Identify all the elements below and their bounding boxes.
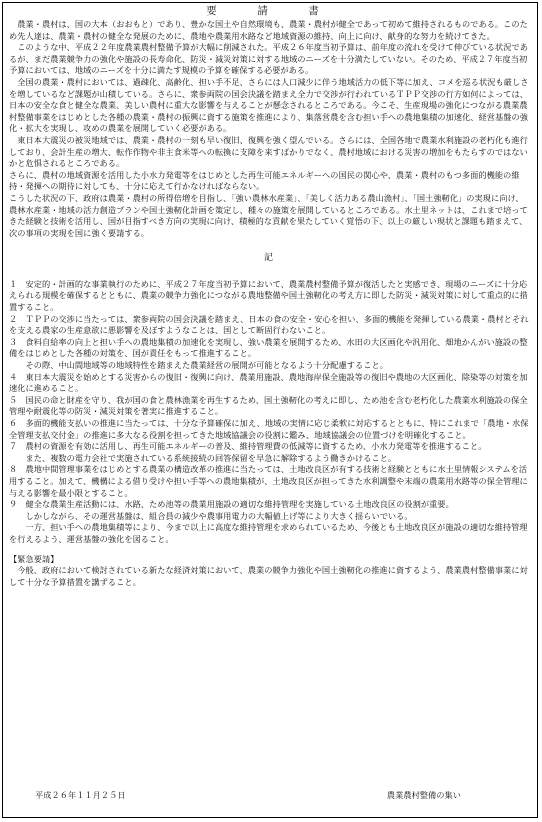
request-item-7-note: また、複数の電力会社で実施されている系統接続の回答保留を早急に解除するよう働きかけること。 <box>9 452 397 463</box>
request-item-1: １ 安定的・計画的な事業執行のために、平成２７年度当初予算において、農業農村整備予算が復活したと実感でき、現場のニーズに十分応えられる規模を確保するとともに、農業の競争力強化につながる農地整備や国土強靭化の考え方に即した防災・減災対策に対して重点的に措置すること。 <box>9 278 528 313</box>
signature-row <box>9 790 531 802</box>
intro-paragraph-6: こうした状況の下、政府は農業・農村の所得倍増を目指し、「強い農林水産業」、「美しく活力ある農山漁村」、「国土強靭化」の実現に向け、農林水産業・地域の活力創造プランや国土強靭化計画を策定し、種々の施策を展開しているところである。水土里ネットは、これまで培ってきた経験と技術を活用し、国が目指すべき方向の実現に向け、積極的な貢献を果たしていく覚悟の下、以上の厳しい現状と課題も踏まえて、次の事項の実現を国に強く要請する。 <box>9 192 528 238</box>
intro-paragraph-4: 東日本大震災の被災地域では、農業・農村の一刻も早い復旧、復興を強く望んでいる。さらには、全国各地で農業水利施設の老朽化も進行しており、会計生産の増大、転作作物や非主食米等への転換に支障を来すばかりでなく、農村地域における災害の増加をもたらすのではないかと危惧されるところである。 <box>9 134 528 169</box>
organization-name: 農業農村整備の集い <box>386 790 461 800</box>
spacer <box>9 265 531 279</box>
intro-paragraph-5: さらに、農村の地域資源を活用した小水力発電等をはじめとした再生可能エネルギーへの国民の関心や、農業・農村のもつ多面的機能の維持・発揮への期待に対しても、十分に応えて行かなければならない。 <box>9 169 520 192</box>
document-title: 要 請 書 <box>206 5 334 17</box>
request-item-6: ６ 多面的機能支払いの推進に当たっては、十分な予算確保に加え、地域の実情に応じ柔軟に対応するとともに、特にこれまで「農地・水保全管理支払交付金」の推進に多大なる役割を担ってきた地域協議会の役割に鑑み、地域協議会の位置づけを明確化すること。 <box>9 418 529 440</box>
request-item-3-note: その際、中山間地域等の地域特性を踏まえた農業経営の展開が可能となるよう十分配慮すること。 <box>9 360 388 371</box>
request-items <box>9 279 531 546</box>
document-date: 平成２６年１１月２５日 <box>35 790 126 800</box>
request-item-9-note-1: しかしながら、その運営基盤は、組合員の減少や農事用電力の大幅値上げ等により大きく揺らいでいる。 <box>9 510 413 521</box>
request-document <box>2 2 538 818</box>
intro-paragraph-3: 全国の農業・農村においては、過疎化、高齢化、担い手不足、さらには人口減少に伴う地域活力の低下等に加え、コメを巡る状況も厳しさを増しているなど課題が山積している。さらに、衆参両院の国会決議を踏まえ全力で交渉が行われているＴＰＰ交渉の行方如何によっては、日本の安全な食と健全な農業、美しい農村に重大な影響を与えることが懸念されるところである。今こそ、生産現場の強化につながる農業農村整備事業をはじめとした各種の農業・農村の振興に資する施策を推進により、集落営農を含む担い手への農地集積の加速化、経営基盤の強化・拡大を実現し、攻めの農業を展開していく必要がある。 <box>9 76 529 134</box>
request-item-3: ３ 食料自給率の向上と担い手への農地集積の加速化を実現し、強い農業を展開するため、水田の大区画化や汎用化、畑地かんがい施設の整備をはじめとした各種の対策を、国が責任をもって推進すること。 <box>9 336 528 359</box>
request-item-8: ８ 農地中間管理事業をはじめとする農業の構造改革の推進に当たっては、土地改良区が有する技術と経験とともに水土里情報システムを活用すること。加えて、機構による借り受けや担い手等への農地集積が、土地改良区が担ってきた水利調整や末端の農業用水路等の保全管理に与える影響を最小限とすること。 <box>9 464 528 498</box>
urgent-request-label: 【緊急要請】 <box>9 553 59 564</box>
request-item-2: ２ ＴＰＰの交渉に当たっては、衆参両院の国会決議を踏まえ、日本の食の安全・安心を担い、多面的機能を発揮している農業・農村とそれを支える農家の生産意欲に悪影響を及ぼすようなことは、国として断固行わないこと。 <box>9 313 529 336</box>
intro-paragraph-2: このような中、平成２２年度農業農村整備予算が大幅に削減された。平成２６年度当初予算は、前年度の流れを受けて伸びている状況であるが、まだ農業競争力の強化や施設の長寿命化、防災・減災対策に対する地域のニーズを十分満たしていない。そのため、平成２７年度当初予算においては、地域のニーズを十分に満たす規模の予算を確保する必要がある。 <box>9 42 528 76</box>
request-item-9-note-2: 一方、担い手への農地集積等により、今まで以上に高度な維持管理を求められているため、今後とも土地改良区が施設の適切な維持管理を行えるよう、運営基盤の強化を図ること。 <box>9 522 528 544</box>
request-item-7: ７ 農村の資源を有効に活用し、再生可能エネルギーの普及、維持管理費の低減等に資するため、小水力発電等を推進すること。 <box>9 441 487 452</box>
request-item-9: ９ 健全な農業生産活動には、水路、ため池等の農業用施設の適切な維持管理を実施している土地改良区の役割が重要。 <box>9 499 454 510</box>
spacer <box>9 239 531 253</box>
intro-section <box>9 19 531 239</box>
request-item-4: ４ 東日本大震災を始めとする災害からの復旧・復興に向け、農業用施設、農地海岸保全施設等の復旧や農地の大区画化、除染等の対策を加速化に進めること。 <box>9 371 528 394</box>
intro-paragraph-1: 農業・農村は、国の大本（おおもと）であり、豊かな国土や自然環境も、農業・農村が健全であって初めて維持されるものである。このため先人達は、農業・農村の健全な発展のために、農地や農業用水路など地域資源の維持、向上に向け、献身的な努力を続けてきた。 <box>9 19 528 41</box>
urgent-request-text: 今般、政府において検討されている新たな経済対策において、農業の競争力強化や国土強靭化の推進に資するよう、農業農村整備事業に対して十分な予算措置を講ずること。 <box>9 565 528 587</box>
ki-heading: 記 <box>263 253 276 264</box>
request-item-5: ５ 国民の命と財産を守り、我が国の食と農林漁業を再生するため、国土強靭化の考えに即し、ため池を含む老朽化した農業水利施設の保全管理や耐震化等の防災・減災対策を著実に推進すること。 <box>9 394 528 417</box>
